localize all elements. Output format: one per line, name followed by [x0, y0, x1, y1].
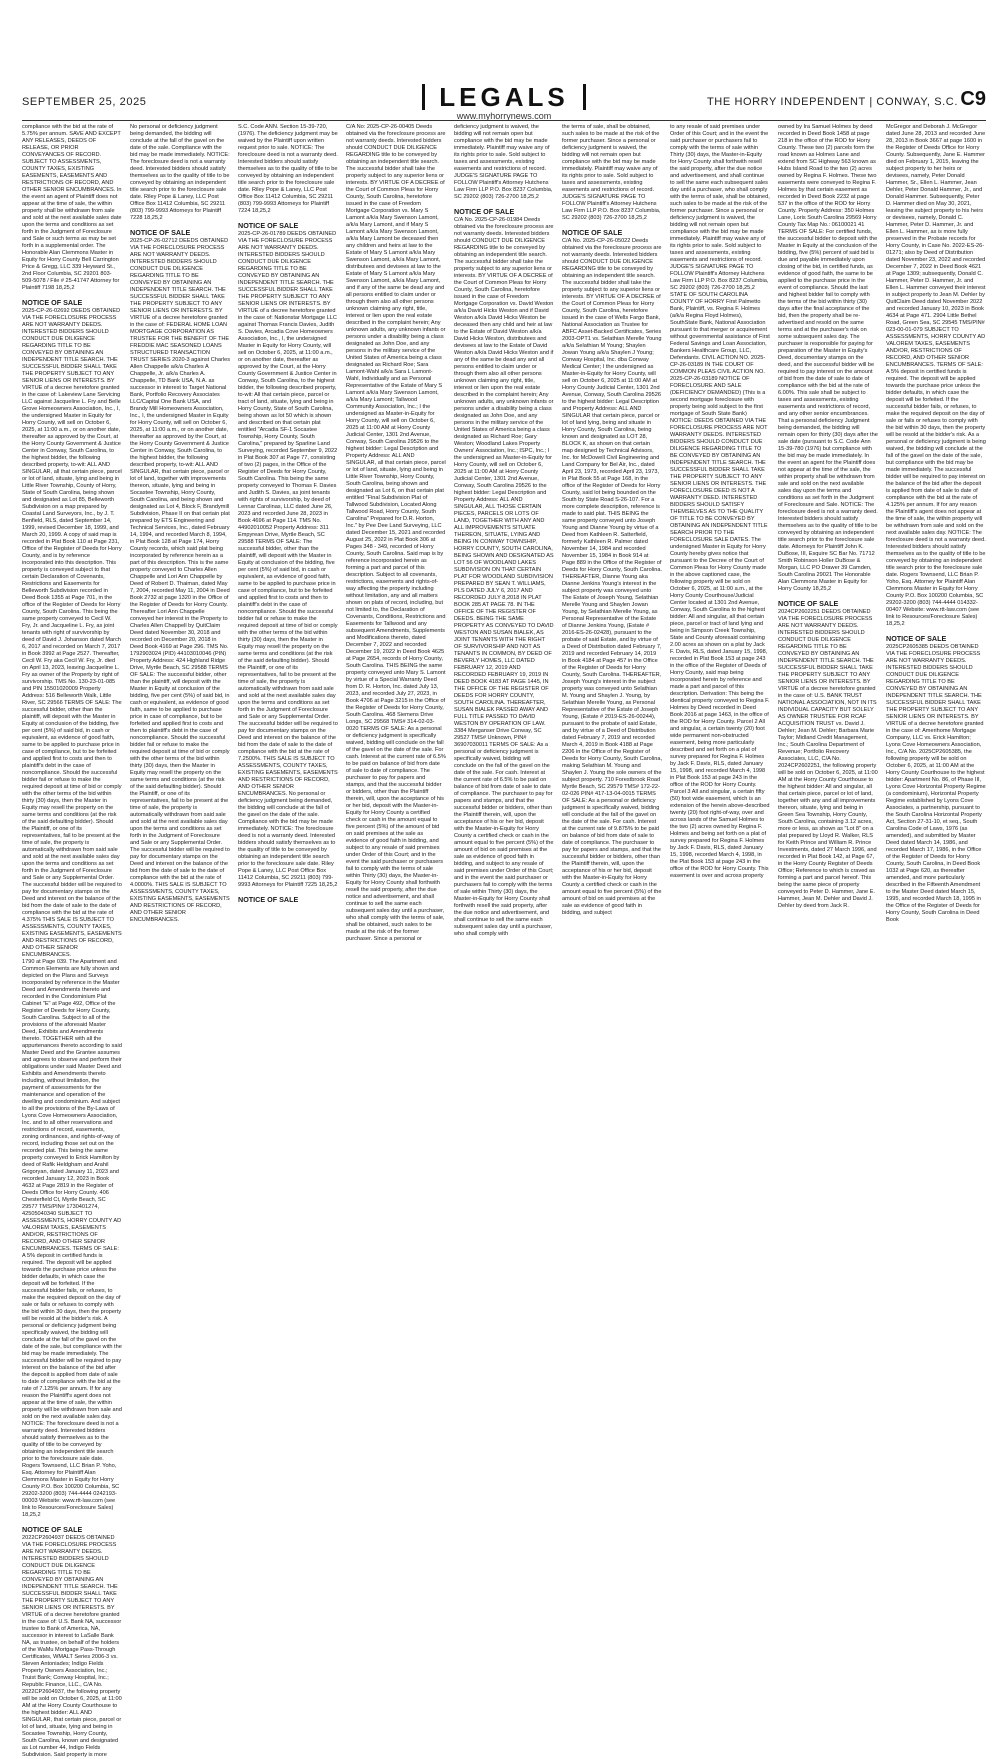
column-10: [22, 959, 122, 1759]
column-2: [130, 124, 230, 959]
notice-heading: NOTICE OF SALE: [238, 221, 299, 230]
issue-date: SEPTEMBER 25, 2025: [22, 96, 147, 108]
notice-text: compliance with the bid at the rate of 5.75% per annum. SAVE AND EXCEPT ANY RELEASES, DEEDS OF RELEASE, OR PRIOR CONVEYANCES OF RECORD. SUBJECT TO ASSESSMENTS, COUNTY TAXES, EXISTING EASEMENTS, EASEMENTS AND RESTRICTIONS OF RECORD, AND OTHER SENIOR ENCUMBRANCES. In the event an agent of Plaintiff does not appear at the time of sale, the within property shall be withdrawn from sale and sold at the next available sales date upon the terms and conditions as set forth in the Judgment of Foreclosure and Sale or such terms as may be set forth in a supplemental order. The Honorable Alan Clemmons Master in Equity for Horry County Bell Carrington Price & Gregg, LLC 339 Heyward St., 2nd Floor Columbia, SC 29201 803-509-5078 / File # 25-41747 Attorney for Plaintiff 7198 18,25,2: [22, 124, 124, 291]
notice-heading: NOTICE OF SALE: [454, 207, 515, 216]
notice-text: No personal or deficiency judgment being demanded, the bidding will conclude at the fall of the gavel on the date of the sale. Compliance with the bid may be made immediately. NOTICE: The foreclosure deed is not a warranty deed. Interested bidders should satisfy themselves as to the quality of title to be conveyed by obtaining an independent title search prior to the foreclosure sale date. Riley Pope & Laney, LLC Post Office Box 11412 Columbia, SC 29211 (803) 799-9993 Attorneys for Plaintiff 7228 18,25,2: [130, 124, 232, 221]
paper-name: THE HORRY INDEPENDENT | CONWAY, S.C.: [706, 96, 958, 108]
notice-text: C/A No: 2025-CP-26-00405 Deeds obtained via the foreclosure process are not warranty deeds. Interested bidders should CONDUCT DUE DILIGENCE REGARDING title to be conveyed by obtaining an independent title search. The successful bidder shall take the property subject to any superior liens or interests. BY VIRTUE OF A DECREE of the Court of Common Pleas for Horry County, South Carolina, heretofore issued in the case of Freedom Mortgage Corporation vs. Mary S Lamont a/k/a Mary Swenson Lamont, a/k/a Mary Lamont, and if Mary S Lamont a/k/a Mary Swenson Lamont, a/k/a Mary Lamont be deceased then any children and heirs at law to the Estate of Mary S Lamont a/k/a Mary Swenson Lamont, a/k/a Mary Lamont, distributees and devisees at law to the Estate of Mary S Lamont a/k/a Mary Swenson Lamont, a/k/a Mary Lamont, and if any of the same be dead any and all persons entitled to claim under or through them also all other persons unknown claiming any right, title, interest or lien upon the real estate described in the complaint herein; Any unknown adults, any unknown infants or persons under a disability being a class designated as John Doe, and any persons in the military service of the United States of America being a class designated as Richard Roe; Sara Lamont-Wahl a/k/a Sara L Lamont-Wahl, Individually and as Personal Representative of the Estate of Mary S Lamont a/k/a Mary Swenson Lamont, a/k/a Mary Lamont; Tallwood Community Association, Inc.; I the undersigned as Master-in-Equity for Horry County, will sell on October 6, 2025 at 11:00 AM at Horry County Judicial Center, 1301 2nd Avenue, Conway, South Carolina 29526 to the highest bidder: Legal Description and Property Address: ALL AND SINGULAR, all that certain piece, parcel or lot of land, situate, lying and being in Little River Township, Horry County, South Carolina, being shown and designated as Lot 6, on that certain plat entitled "Final Subdivision Plat of Tallwood Subdivision, Located Along Tallwood Road, Horry County, South Carolina" Prepared for D.R. Horton, Inc." by Pee Dee Land Surveying, LLC dated December 15, 2021 and recorded August 25, 2022 in Plat Book 306 at Pages 348 - 349, recorded of Horry County, South Carolina. Said map is by reference incorporated herein as forming a part and parcel of this description. Subject to all covenants, restrictions, easements and rights-of-way affecting the property including without limitation, any and all matters shown on plats of record, including, but not limited to, the Declaration of Covenants, Conditions, Restrictions and Easements for Tallwood and any subsequent Amendments, Supplements and Modifications thereto, dated December 7, 2022 and recorded December 19, 2022 in Deed Book 4625 at Page 2654, records of Horry County, South Carolina. THIS BEING the same property conveyed unto Mary S. Lamont by virtue of a Special Warranty Deed from D. R. Horton, Inc. dated July 13, 2023, and recorded July 27, 2023, in Book 4706 at Page 3215 in the Office of the Register of Deeds for Horry County, South Carolina. 468 Siemens Drive Longs, SC 29568 TMS# 314-02-03-0020 TERMS OF SALE: As a personal or deficiency judgment is specifically waived, bidding will conclude on the fall of the gavel on the date of the sale. For cash. Interest at the current rate of 6.5% to be paid on balance of bid from date of sale to date of compliance. The purchaser to pay for papers and stamps, and that the successful bidder or bidders, other than the Plaintiff therein, will, upon the acceptance of his or her bid, deposit with the Master-in-Equity for Horry County a certified check or cash in the amount equal to five percent (5%) of the amount of bid on said premises at the sale as evidence of good faith in bidding, and subject to any resale of said premises under Order of this Court; and in the event the said purchaser or purchasers fail to comply with the terms of sale within Thirty (30) days, the Master-in-Equity for Horry County shall forthwith resell the said property, after the due notice and advertisement, and shall continue to sell the same each subsequent sales day until a purchaser, who shall comply with the terms of sale, shall be obtained, such sales to be made at the risk of the former purchaser. Since a personal or: [346, 124, 448, 942]
notice-heading: NOTICE OF SALE: [562, 228, 623, 237]
notice-heading: NOTICE OF SALE: [886, 634, 947, 643]
column-9: [886, 124, 986, 959]
column-1: [22, 124, 122, 959]
notice-text: 2025-CP-26-02692 DEEDS OBTAINED VIA THE FORECLOSURE PROCESS ARE NOT WARRANTY DEEDS. INTERESTED BIDDERS SHOULD CONDUCT DUE DILIGENCE REGARDING TITLE TO BE CONVEYED BY OBTAINING AN INDEPENDENT TITLE SEARCH. THE SUCCESSFUL BIDDER SHALL TAKE THE PROPERTY SUBJECT TO ANY SENIOR LIENS OR INTERESTS. BY VIRTUE of a decree heretofore granted in the case of: Lakeview Lane Servicing LLC against Jacqueline L. Fry and Belle Grove Homeowners Association, Inc., I, the undersigned Master in Equity for Horry County, will sell on October 6, 2025, at 11:00 a.m., or on another date, thereafter as approved by the Court, at the Horry County Government & Justice Center in Conway, South Carolina, to the highest bidder, the following described property, to-wit: ALL AND SINGULAR, all that certain piece, parcel or lot of land, situate, lying and being in Little River Township, County of Horry, State of South Carolina, being shown and designated as Lot 85, Belleworth Subdivision on a map prepared by Coastal Land Surveyors, Inc., by J. T. Benfield, RLS, dated September 14, 1999, revised December 18, 1999, and March 20, 1999. A copy of said map is recorded in Plat Book 110 at Page 231, Office of the Register of Deeds for Horry County, and is by reference incorporated into this description. This property is conveyed subject to that certain Declaration of Covenants, Restrictions and Easements for Belleworth Subdivision recorded in Deed Book 1355 at Page 701, in the office of the Register of Deeds for Horry County, South Carolina. This being the same property conveyed to Cecil W. Fry, Jr. and Jacqueline L. Fry, as joint tenants with right of survivorship by deed of David J. Johanson dated March 6, 2017 and recorded on March 7, 2017 in Book 3992 at Page 2527. Thereafter, Cecil W. Fry aka Cecil W. Fry, Jr. died on April 13, 2023, leaving Jacqueline L. Fry as owner of the Property by right of survivorship. TMS No. 130-23-01-085 and PIN 15501020009 Property Address: 516 Belleworth Walk, Little River, SC 29566 TERMS OF SALE: The successful bidder, other than the plaintiff, will deposit with the Master in Equity at conclusion of the bidding, five per cent (5%) of said bid, in cash or equivalent, as evidence of good faith, same to be applied to purchase price in case of compliance, but to be forfeited and applied first to costs and then to plaintiff's debt in the case of noncompliance. Should the successful bidder fail or refuse to make the required deposit at time of bid or comply with the other terms of the bid within thirty (30) days, then the Master in Equity may resell the property on the same terms and conditions (at the risk of the said defaulting bidder). Should the Plaintiff, or one of its representatives, fail to be present at the time of sale, the property is automatically withdrawn from said sale and sold at the next available sales day upon the terms and conditions as set forth in the Judgment of Foreclosure and Sale or any Supplemental Order. The successful bidder will be required to pay for documentary stamps on the Deed and interest on the balance of the bid from the date of sale to the date of compliance with the bid at the rate of 4.375% THIS SALE IS SUBJECT TO ASSESSMENTS, COUNTY TAXES, EXISTING EASEMENTS, EASEMENTS AND RESTRICTIONS OF RECORD, AND OTHER SENIOR ENCUMBRANCES.: [22, 308, 124, 958]
notice-heading: NOTICE OF SALE: [22, 1525, 83, 1534]
notice-text: the terms of sale, shall be obtained, such sales to be made at the risk of the former purchaser. Since a personal or deficiency judgment is waived, the bidding will not remain open but compliance with the bid may be made immediately. Plaintiff may waive any of its rights prior to sale. Sold subject to taxes and assessments, existing easements and restrictions of record. JUDGE'S SIGNATURE PAGE TO FOLLOW Plaintiff's Attorney Hutchens Law Firm LLP P.O. Box 8237 Columbia, SC 29202 (803) 726-2700 18,25,2: [562, 124, 662, 221]
notice-text: 2025-CP-26-01789 DEEDS OBTAINED VIA THE FORECLOSURE PROCESS ARE NOT WARRANTY DEEDS. INTERESTED BIDDERS SHOULD CONDUCT DUE DILIGENCE REGARDING TITLE TO BE CONVEYED BY OBTAINING AN INDEPENDENT TITLE SEARCH. THE SUCCESSFUL BIDDER SHALL TAKE THE PROPERTY SUBJECT TO ANY SENIOR LIENS OR INTERESTS. BY VIRTUE of a decree heretofore granted in the case of: Nationstar Mortgage LLC against Thomas Francis Davies, Judith S. Davies, Arcadia Cove Homeowners Association, Inc., I, the undersigned Master in Equity for Horry County, will sell on October 6, 2025, at 11:00 a.m., or on another date, thereafter as approved by the Court, at the Horry County Government & Justice Center in Conway, South Carolina, to the highest bidder, the following described property, to-wit: All that certain piece, parcel or tract of land, situate, lying and being in Horry County, State of South Carolina, being shown as lot 50 which is shown and described on that certain plat entitled "Arcadia SF-1 Socastee Township, Horry County, South Carolina," prepared by Sparline Land Surveying, recorded September 9, 2022 in Plat Book 307 at Page 77, consisting of two (2) pages, in the Office of the Register of Deeds for Horry County, South Carolina. This being the same property conveyed to Thomas F. Davies and Judith S. Davies, as joint tenants with rights of survivorship, by deed of Lennar Carolinas, LLC dated June 26, 2023 and recorded June 28, 2023 in Book 4696 at Page 114. TMS No. 44902010052 Property Address: 311 Empyrean Drive, Myrtle Beach, SC 29588 TERMS OF SALE: The successful bidder, other than the plaintiff, will deposit with the Master in Equity at conclusion of the bidding, five per cent (5%) of said bid, in cash or equivalent, as evidence of good faith, same to be applied to purchase price in case of compliance, but to be forfeited and applied first to costs and then to plaintiff's debt in the case of noncompliance. Should the successful bidder fail or refuse to make the required deposit at time of bid or comply with the other terms of the bid within thirty (30) days, then the Master in Equity may resell the property on the same terms and conditions (at the risk of the said defaulting bidder). Should the Plaintiff, or one of its representatives, fail to be present at the time of sale, the property is automatically withdrawn from said sale and sold at the next available sales day upon the terms and conditions as set forth in the Judgment of Foreclosure and Sale or any Supplemental Order. The successful bidder will be required to pay for documentary stamps on the Deed and interest on the balance of the bid from the date of sale to the date of compliance with the bid at the rate of 7.2500%. THIS SALE IS SUBJECT TO ASSESSMENTS, COUNTY TAXES, EXISTING EASEMENTS, EASEMENTS AND RESTRICTIONS OF RECORD, AND OTHER SENIOR ENCUMBRANCES. No personal or deficiency judgment being demanded, the bidding will conclude at the fall of the gavel on the date of the sale. Compliance with the bid may be made immediately. NOTICE: The foreclosure deed is not a warranty deed. Interested bidders should satisfy themselves as to the quality of title to be conveyed by obtaining an independent title search prior to the foreclosure sale date. Riley Pope & Laney, LLC Post Office Box 11412 Columbia, SC 29211 (803) 799-9993 Attorneys for Plaintiff 7225 18,25,2: [238, 231, 340, 888]
notice-text: STATE OF SOUTH CAROLINA COUNTY OF HORRY First Palmetto Bank, Plaintiff, vs. Regina F. Holmes (a/k/a Regina Floyd Holmes), SouthState Bank, National Association pursuant to that merger or acquirement without governmental assistance of First Federal Savings and Loan Association, Bankers Healthcare Group, LLC, Defendants. CIVIL ACTION NO. 2025-CP-26-03189 IN THE COURT OF COMMON PLEAS CIVIL ACTION NO. 2025-CP-26-03189 NOTICE OF FORECLOSURE AND SALE (DEFICIENCY DEMANDED) (This is a second mortgage foreclosure with property being sold subject to the first mortgage of South State Bank) NOTICE: DEEDS OBTAINED VIA THE FORECLOSURE PROCESS ARE NOT WARRANTY DEEDS. INTERESTED BIDDERS SHOULD CONDUCT DUE DILIGENCE REGARDING TITLE TO BE CONVEYED BY OBTAINING AN INDEPENDENT TITLE SEARCH. THE SUCCESSFUL BIDDER SHALL TAKE THE PROPERTY SUBJECT TO ANY SENIOR LIENS OR INTERESTS. THE FORECLOSURE DEED IS NOT A WARRANTY DEED. INTERESTED BIDDERS SHOULD SATISFY THEMSELVES AS TO THE QUALITY OF TITLE TO BE CONVEYED BY OBTAINING AN INDEPENDENT TITLE SEARCH PRIOR TO THE FORECLOSURE SALE DATES. The undersigned Master in Equity for Horry County hereby gives notice that pursuant to the Decree of the Court of Common Pleas for Horry County made in the above captioned case, the following property will be sold on October 6, 2025, at 11:00 a.m., at the Horry County Courthouse/Judicial Center located at 1301 2nd Avenue, Conway, South Carolina to the highest bidder: All and singular, all that certain piece, parcel or tract of land lying and being in Simpson Creek Township, State and County aforesaid containing 2.00 acres as shown on a plat by Jack F. Davis, RLS, dated January 15, 1998, recorded in Plat Book 153 at page 243 in the office of the Register of Deeds of Horry County, said map being incorporated herein by reference and made a part and parcel of this description. Derivation: This being the identical property conveyed to Regina F. Holmes by Deed recorded in Deed Book 2016 at page 1463, in the office of the ROD for Horry County. Parcel 2 All and singular, a certain twenty (20) foot wide permanent non-obstructed easement, being more particularly described and set forth on a plat of survey prepared for Regina F. Holmes by Jack F. Davis, RLS, dated January 15, 1998, and recorded March 4, 1998 in Plat Book 153 at page 243 in the office of the ROD for Horry County. Parcel 3 All and singular, a certain fifty (50) foot wide easement, which is an extension of the herein above-described twenty (20) foot right-of-way, over and across lands of the Samuel Holmes to the two (2) acres owned by Regina F. Holmes and being set forth on a plat of survey prepared for Regina F. Holmes by Jack F. Davis, RLS, dated January 15, 1998, recorded March 4, 1998, in the Plat Book 153 at page 243 in the office of the ROD for Horry County. This easement is over and across property: [670, 292, 772, 879]
masthead: [22, 84, 986, 120]
column-7: [670, 124, 770, 959]
header-rule: [22, 120, 986, 121]
section-title: LEGALS: [422, 84, 585, 110]
notice-heading: NOTICE OF SALE: [22, 298, 83, 307]
notice-heading: NOTICE OF SALE: [130, 228, 191, 237]
notice-text: 2025CP2605385 DEEDS OBTAINED VIA THE FORECLOSURE PROCESS ARE NOT WARRANTY DEEDS. INTERESTED BIDDERS SHOULD CONDUCT DUE DILIGENCE REGARDING TITLE TO BE CONVEYED BY OBTAINING AN INDEPENDENT TITLE SEARCH. THE SUCCESSFUL BIDDER SHALL TAKE THE PROPERTY SUBJECT TO ANY SENIOR LIENS OR INTERESTS. BY VIRTUE of a decree heretofore granted in the case of: Amerihome Mortgage Company, LLC vs. Erick Hamilton; Lyons Cove Homeowners Association, Inc., C/A No. 2025CP2605385, the following property will be sold on October 6, 2025, at 11:00 AM at the Horry County Courthouse to the highest bidder: Apartment No. 86, of Phase III, Lyons Cove Horizontal Property Regime (a condominium), Horizontal Property Regime established by Lyons Cove Associates, a partnership, pursuant to the South Carolina Horizontal Property Act, Section 27-31-10, et seq., South Carolina Code of Laws, 1976 (as amended), and submitted by Master Deed dated March 14, 1986, and recorded March 17, 1986, in the Office of the Register of Deeds for Horry County, South Carolina, in Deed Book 1032 at Page 620, as thereafter amended, and more particularly described in the Fifteenth Amendment to the Master Deed dated March 15, 1995, and recorded March 18, 1995 in the Office of the Register of Deeds for Horry County, South Carolina in Deed Book: [886, 644, 988, 923]
notice-text: 2024CP2602251 DEEDS OBTAINED VIA THE FORECLOSURE PROCESS ARE NOT WARRANTY DEEDS. INTERESTED BIDDERS SHOULD CONDUCT DUE DILIGENCE REGARDING TITLE TO BE CONVEYED BY OBTAINING AN INDEPENDENT TITLE SEARCH. THE SUCCESSFUL BIDDER SHALL TAKE THE PROPERTY SUBJECT TO ANY SENIOR LIENS OR INTERESTS. BY VIRTUE of a decree heretofore granted in the case of: U.S. BANK TRUST NATIONAL ASSOCIATION, NOT IN ITS INDIVIDUAL CAPACITY BUT SOLELY AS OWNER TRUSTEE FOR RCAF ACQUISITION TRUST vs. David J. Dehler; Jean M. Dehler; Barbara Marie Taylor; Midland Credit Management, Inc.; South Carolina Department of Revenue; Portfolio Recovery Associates, LLC, C/A No. 2024CP2602251, the following property will be sold on October 6, 2025, at 11:00 AM at the Horry County Courthouse to the highest bidder: All and singular, all that certain piece, parcel or lot of land, together with any and all improvements thereon, situate, lying and being in Green Sea Township, Horry County, South Carolina, containing 3.12 acres, more or less, as shown as "Lot 8" on a plat prepared by Lloyd R. Walker, RLS for Keith Prince and William R. Prince Investments, dated 27 March 1996, and recorded in Plat Book 142, at Page 67, in the Horry County Register of Deeds Office; Reference to which is craved as forming a part and parcel hereof. This being the same piece of property conveyed to Peter D. Hammer, Jane E. Hammer, Jean M. Dehler and David J. Dehler by deed from Jack R.: [778, 609, 879, 909]
column-8: [778, 124, 878, 959]
website-url[interactable]: www.myhorrynews.com: [456, 111, 552, 121]
notice-heading: NOTICE OF SALE: [778, 599, 839, 608]
column-5: [454, 124, 554, 959]
column-6: [562, 124, 662, 959]
column-4: [346, 124, 446, 959]
column-3: [238, 124, 338, 959]
notice-text: owned by Ira Samuel Holmes by deed recorded in Deed Book 1458 at page 218 in the office of the ROD for Horry County. These two (2) parcels form the road known as Holmes Lane and extend from SC Highway 563 known as Hubs Island Road to the two (2) acres owned by Regina F. Holmes. These two easements were conveyed to Regina F. Holmes by that certain easement as recorded in Deed Book 2232 at page 537 in the office of the ROD for Horry County. Property Address: 350 Holmes Lane, Loris South Carolina 29569 Horry County Tax Map No.: 06100021 41 TERMS OF SALE: For certified funds, the successful bidder to deposit with the Master in Equity at the conclusion of the bidding, five (5%) percent of said bid is due and payable immediately upon closing of the bid, in certified funds, as evidence of good faith, the same to be applied to the purchase price in the event of compliance. Should the last and highest bidder fail to comply with the terms of the bid within thirty (30) days after the final acceptance of the bid, then the property shall be re-advertised and resold on the same terms and at the purchaser's risk on some subsequent sales day. The purchaser is responsible for paying for preparation of the Master in Equity's Deed, documentary stamps on the deed, and the successful bidder will be required to pay interest on the amount of bid from the date of sale to date of compliance with the bid at the rate of 6.00%. This sale shall be subject to taxes and assessments, existing easements and restrictions of record, and any other senior encumbrances. That a personal deficiency Judgment being demanded, the bidding will remain open for thirty (30) days after the sale date (pursuant to S.C. Code Ann 15-39-780 (1976) but compliance with the bid may be made immediately. In the event an agent for the Plaintiff does not appear at the time of the sale, the within property shall be withdrawn from sale and sold on the next available sales day upon the terms and conditions as set forth in the Judgment of Foreclosure and Sale. NOTICE: The foreclosure deed is not a warranty deed. Interested bidders should satisfy themselves as to the quality of title to be conveyed by obtaining an independent title search prior to the foreclosure sale date. Attorneys for Plaintiff John K. DuBose, III, Esquire SC Bar No. 71712 Smith Robinson Holler DuBose & Morgan, LLC PO Drawer 39 Camden, South Carolina 29021 The Honorable Alan Clemmons Master in Equity for Horry County 18,25,2: [778, 124, 880, 592]
notice-text: 1790 at Page 039. The Apartment and Common Elements are fully shown and depicted on the Plans and Surveys incorporated by reference in the Master Deed and Amendments thereto and recorded in the Condominium Plat Cabinet "E" at Page 492, Office of the Register of Deeds for Horry County, South Carolina. Subject to all of the provisions of the aforesaid Master Deed, Exhibits and Amendments thereto. TOGETHER with all the appurtenances thereto according to said Master Deed and the Grantee assumes and agrees to observe and perform their obligations under said Master Deed and Exhibits and Amendments thereto including, without limitation, the payment of assessments for the maintenance and operation of the dwelling and condominium. And subject to all the provisions of the By-Laws of Lyons Cove Homeowners Association, Inc. and to all other reservations and restrictions of record, easements, zoning ordinances, and rights-of-way of record, including those set out on the recorded plat. This being the same property conveyed to Erick Hamilton by deed of Rafik Heldgham and Arahil Grigoryan, dated January 11, 2023 and recorded January 12, 2023 in Book 4632 at Page 2819 in the Register of Deeds Office for Horry County. 406 Chesterfield Ct, Myrtle Beach, SC 29577 TMS/PIN# 1730401274, 42505040340 SUBJECT TO ASSESSMENTS, HORRY COUNTY AD VALOREM TAXES, EASEMENTS AND/OR, RESTRICTIONS OF RECORD, AND OTHER SENIOR ENCUMBRANCES. TERMS OF SALE: A 5% deposit in certified funds is required. The deposit will be applied towards the purchase price unless the bidder defaults, in which case the deposit will be forfeited. If the successful bidder fails, or refuses, to make the required deposit on the day of sale or fails or refuses to comply with the bid within 30 days, then the property will be resold at the bidder's risk. A personal or deficiency judgment being specifically waived, the bidding will conclude at the fall of the gavel on the date of the sale, but compliance with the bid may be made immediately. The successful bidder will be required to pay interest on the balance of the bid after the deposit is applied from date of sale to date of compliance with the bid at the rate of 7.125% per annum. If for any reason the Plaintiff's agent does not appear at the time of sale, the within property will be withdrawn from sale and sold on the next available sales day. NOTICE: The foreclosure deed is not a warranty deed. Interested bidders should satisfy themselves as to the quality of title to be conveyed by obtaining an independent title search prior to the foreclosure sale date. Rogers Townsend, LLC Brian P. Yoho, Esq. Attorney for Plaintiff Alan Clemmons Master in Equity for Horry County P.O. Box 100200 Columbia, SC 29202-3200 (803) 744-4444 0242193-00003 Website: www.rtt-law.com (see link to Resources/Foreclosure Sales) 18,25,2: [22, 959, 124, 1518]
page-number: C9: [960, 88, 986, 110]
notice-text: deficiency judgment is waived, the bidding will not remain open but compliance with the bid may be made immediately. Plaintiff may waive any of its rights prior to sale. Sold subject to taxes and assessments, existing easements and restrictions of record. JUDGE'S SIGNATURE PAGE TO FOLLOW Plaintiff's Attorney Hutchens Law Firm LLP P.O. Box 8237 Columbia, SC 29202 (803) 726-2700 18,25,2: [454, 124, 554, 200]
notice-text: C/A No. 2025-CP-26-01984 Deeds obtained via the foreclosure process are not warranty deeds. Interested bidders should CONDUCT DUE DILIGENCE REGARDING title to be conveyed by obtaining an independent title search. The successful bidder shall take the property subject to any superior liens or interests. BY VIRTUE OF A DECREE of the Court of Common Pleas for Horry County, South Carolina, heretofore issued in the case of Freedom Mortgage Corporation vs. David Weston a/k/a David Hicks Weston and if David Weston a/k/a David Hicks Weston be deceased then any child and heir at law to the Estate of David Weston a/k/a David Hicks Weston, distributees and devisees at law to the Estate of David Weston a/k/a David Hicks Weston and if any of the same be dead any and all persons entitled to claim under or through them also all other persons unknown claiming any right, title, interest or lien upon the real estate described in the complaint herein; Any unknown adults, any unknown infants or persons under a disability being a class designated as John Doe, and any persons in the military service of the United States of America being a class designated as Richard Roe; Gary Weston; Woodland Lakes Property Owners' Association, Inc.; ISPC, Inc.; I the undersigned as Master-in-Equity for Horry County, will sell on October 6, 2025 at 11:00 AM at Horry County Judicial Center, 1301 2nd Avenue, Conway, South Carolina 29526 to the highest bidder: Legal Description and Property Address: ALL AND SINGULAR, ALL THOSE CERTAIN PIECES, PARCELS OR LOTS OF LAND, TOGETHER WITH ANY AND ALL IMPROVEMENTS SITUATE THEREON, SITUATE, LYING AND BEING IN CONWAY TOWNSHIP, HORRY COUNTY, SOUTH CAROLINA, BEING SHOWN AND DESIGNATED AS LOT 56 OF WOODLAND LAKES SUBDIVISION ON THAT CERTAIN PLAT FOR WOODLAND SUBDIVISION PREPARED BY SEAN T. WILLIAMS, PLS DATED JULY 6, 2017 AND RECORDED JULY 8,2018 IN PLAT BOOK 285 AT PAGE 78. IN THE OFFICE OF THE REGISTER OF DEEDS. BEING THE SAME PROPERTY AS CONVEYED TO DAVID WESTON AND SUSAN BIALEK, AS JOINT TENANTS WITH THE RIGHT OF SURVIVORSHIP AND NOT AS TENANTS IN COMMON, BY DEED OF BEVERLY HOMES, LLC DATED FEBRUARY 12, 2019 AND RECORDED FEBRUARY 19, 2019 IN DEED BOOK 4183 AT PAGE 1445, IN THE OFFICE OF THE REGISTER OF DEEDS FOR HORRY COUNTY, SOUTH CAROLINA. THEREAFTER, SUSAN BIALEK PASSED AWAY AND FULL TITLE PASSED TO DAVID WESTON BY OPERATION OF LAW. 3384 Merganser Drive Conway, SC 29527 TMS# Unknown, PIN# 36907030011 TERMS OF SALE: As a personal or deficiency judgment is specifically waived, bidding will conclude on the fall of the gavel on the date of the sale. For cash. Interest at the current rate of 6.5% to be paid on balance of bid from date of sale to date of compliance. The purchaser to pay for papers and stamps, and that the successful bidder or bidders, other than the Plaintiff therein, will, upon the acceptance of his or her bid, deposit with the Master-in-Equity for Horry County a certified check or cash in the amount equal to five percent (5%) of the amount of bid on said premises at the sale as evidence of good faith in bidding, and subject to any resale of said premises under Order of this Court; and in the event the said purchaser or purchasers fail to comply with the terms of sale within Thirty (30) days, the Master-in-Equity for Horry County shall forthwith resell the said property, after the due notice and advertisement, and shall continue to sell the same each subsequent sales day until a purchaser, who shall comply with: [454, 217, 556, 937]
notice-text: C/A No. 2025-CP-26-05022 Deeds obtained via the foreclosure process are not warranty deeds. Interested bidders should CONDUCT DUE DILIGENCE REGARDING title to be conveyed by obtaining an independent title search. The successful bidder shall take the property subject to any superior liens or interests. BY VIRTUE OF A DECREE of the Court of Common Pleas for Horry County, South Carolina, heretofore issued in the case of Wells Fargo Bank, National Association as Trustee for ABFC Asset-Backed Certificates, Series 2003-OPT1 vs. Selathian Merelle Young a/k/a Selathian M Young; Shaylen Jowan Young a/k/a Shaylen J Young; Conway Hospital, Inc. dba Conway Medical Center; I the undersigned as Master-in-Equity for Horry County, will sell on October 6, 2025 at 11:00 AM at Horry County Judicial Center, 1301 2nd Avenue, Conway, South Carolina 29526 to the highest bidder: Legal Description and Property Address: ALL AND SINGULAR that certain piece, parcel or lot of land lying, being and situate in Horry County, South Carolina, being known and designated as LOT 28, BLOCK K, as shown on that certain map designed by Technical Advisors, Inc. for McDowell Civil Engineering and Land Company for Bel Air, Inc., dated April 23, 1973, recorded April 23, 1973, in Plat Book 55 at Page 168, in the office of the Register of Deeds for Horry County, said lot being bounded on the South by State Road S-26-107. For a more complete description, reference is made to said plat. THIS BEING the same property conveyed unto Joseph Young and Dianne Young by virtue of a Deed from Kathleen R. Satterfield, formerly Kathleen R. Palmer dated November 14, 1984 and recorded November 15, 1984 in Book 914 at Page 889 in the Office of the Register of Deeds for Horry County, South Carolina. THEREAFTER, Dianne Young aka Dianne Jenkins Young's interest in the subject property was conveyed unto The Estate of Joseph Young, Selathian Merelle Young and Shaylen Jowan Young, by Selathian Merelle Young, as Personal Representative of the Estate of Dianne Jenkins Young, (Estate # 2016-ES-26-02428), pursuant to the probate of said Estate, and by virtue of a Deed of Distribution dated February 7, 2019 and recorded February 14, 2019 in Book 4184 at Page 457 in the Office of the Register of Deeds for Horry County, South Carolina. THEREAFTER, Joseph Young's interest in the subject property was conveyed unto Selathian M. Young and Shaylen J. Young, by Selathian Merelle Young, as Personal Representative of the Estate of Joseph Young, (Estate # 2019-ES-26-00244), pursuant to the probate of said Estate, and by virtue of a Deed of Distribution dated February 7, 2019 and recorded March 4, 2019 in Book 4188 at Page 2206 in the Office of the Register of Deeds for Horry County, South Carolina, making Selathian M. Young and Shaylen J. Young the sole owners of the subject property. 710 Forestbrook Road Myrtle Beach, SC 29579 TMS# 172-22-02-026 PIN# 417-13-04-0015 TERMS OF SALE: As a personal or deficiency judgment is specifically waived, bidding will conclude at the fall of the gavel on the date of the sale. For cash. Interest at the current rate of 9.875% to be paid on balance of bid from date of sale to date of compliance. The purchaser to pay for papers and stamps, and that the successful bidder or bidders, other than the Plaintiff therein, will, upon the acceptance of his or her bid, deposit with the Master-in-Equity for Horry County a certified check or cash in the amount equal to five percent (5%) of the amount of bid on said premises at the sale as evidence of good faith in bidding, and subject: [562, 238, 664, 916]
legal-notices-columns: [22, 124, 988, 1758]
notice-text: 2022CP2604937 DEEDS OBTAINED VIA THE FORECLOSURE PROCESS ARE NOT WARRANTY DEEDS. INTERESTED BIDDERS SHOULD CONDUCT DUE DILIGENCE REGARDING TITLE TO BE CONVEYED BY OBTAINING AN INDEPENDENT TITLE SEARCH. THE SUCCESSFUL BIDDER SHALL TAKE THE PROPERTY SUBJECT TO ANY SENIOR LIENS OR INTERESTS. BY VIRTUE of a decree heretofore granted in the case of: U.S. Bank NA, successor trustee to Bank of America, NA, successor in interest to LaSalle Bank NA, as trustee, on behalf of the holders of the WaMu Mortgage Pass-Through Certificates, WMALT Series 2006-3 vs. Steven Antoniades; Indigo Fields Property Owners Association, Inc.; Truist Bank; Conway Hospital, Inc.; Republic Finance, LLC., C/A No. 2022CP2604937, the following property will be sold on October 6, 2025, at 11:00 AM at the Horry County Courthouse to the highest bidder: ALL AND SINGULAR, that certain piece, parcel or lot of land, situate, lying and being in Socastee Township, Horry County, South Carolina, known and designated as Lot number 44, Indigo Fields Subdivision. Said property is more: [22, 1535, 123, 1758]
notice-text: S.C. Code ANN. Section 15-39-720, (1976). The deficiency judgment may be waived by the Plaintiff upon written request prior to sale. NOTICE: The foreclosure deed is not a warranty deed. Interested bidders should satisfy themselves as to the quality of title to be conveyed by obtaining an independent title search prior to the foreclosure sale date. Riley Pope & Laney, LLC Post Office Box 11412 Columbia, SC 29211 (803) 799-9993 Attorneys for Plaintiff 7224 18,25,2: [238, 124, 340, 214]
notice-text: McGregor and Deborah J. McGregor dated June 28, 2013 and recorded June 28, 2013 in Book 3667 at page 1600 in the Register of Deeds Office for Horry County. Subsequently, Jane E. Hammer died on February 1, 2015, leaving the subject property to her heirs or devisees, namely, Peter Donald Hammer, Sr., Ellen L. Hammer, Jean Dehler, Peter Donald Hammer, Jr., and Donald Hammer. Subsequently, Peter D. Hammer died on May 30, 2021, leaving the subject property to his heirs or devisees, namely, Donald C. Hammer, Peter D. Hammer, Jr. and Ellen L. Hammer, as is more fully preserved in the Probate records for Horry County, in Case No. 2022-ES-26-01271; also by Deed of Distribution dated November 23, 2022 and recorded December 7, 2022 in Deed Book 4621 at Page 1309; subsequently, Donald C. Hammer, Peter D. Hammer, Jr. and Ellen L. Hammer conveyed their interest in subject property to Jean M. Dehler by QuitClaim Deed dated November 2022 and recorded January 10, 2023 in Book 4634 at Page 471. 2904 Little Bethel Road, Green Sea, SC 29545 TMS/PIN# 023-00-01-079 SUBJECT TO ASSESSMENTS, HORRY COUNTY AD VALOREM TAXES, EASEMENTS AND/OR, RESTRICTIONS OF RECORD, AND OTHER SENIOR ENCUMBRANCES. TERMS OF SALE: A 5% deposit in certified funds is required. The deposit will be applied towards the purchase price unless the bidder defaults, in which case the deposit will be forfeited. If the successful bidder fails, or refuses, to make the required deposit on the day of sale or fails or refuses to comply with the bid within 30 days, then the property will be resold at the bidder's risk. As a personal or deficiency judgment is being waived, the bidding will conclude at the fall of the gavel on the date of the sale, but compliance with the bid may be made immediately. The successful bidder will be required to pay interest on the balance of the bid after the deposit is applied from date of sale to date of compliance with the bid at the rate of 4.125% per annum. If for any reason the Plaintiff's agent does not appear at the time of sale, the within property will be withdrawn from sale and sold on the next available sales day. NOTICE: The foreclosure deed is not a warranty deed. Interested bidders should satisfy themselves as to the quality of title to be conveyed by obtaining an independent title search prior to the foreclosure sale date. Rogers Townsend, LLC Brian P. Yoho, Esq. Attorney for Plaintiff Alan Clemmons Master in Equity for Horry County P.O. Box 100200 Columbia, SC 29202-3200 (803) 744-4444 014332-00407 Website: www.rtt-law.com (see link to Resources/Foreclosure Sales) 18,25,2: [886, 124, 988, 627]
notice-heading: NOTICE OF SALE: [238, 895, 299, 904]
notice-text: to any resale of said premises under Order of this Court; and in the event the said purchaser or purchasers fail to comply with the terms of sale within Thirty (30) days, the Master-in-Equity for Horry County shall forthwith resell the said property, after the due notice and advertisement, and shall continue to sell the same each subsequent sales day until a purchaser, who shall comply with the terms of sale, shall be obtained, such sales to be made at the risk of the former purchaser. Since a personal or deficiency judgment is waived, the bidding will not remain open but compliance with the bid may be made immediately. Plaintiff may waive any of its rights prior to sale. Sold subject to taxes and assessments, existing easements and restrictions of record. JUDGE'S SIGNATURE PAGE TO FOLLOW Plaintiff's Attorney Hutchens Law Firm LLP P.O. Box 8237 Columbia, SC 29202 (803) 726-2700 18,25,2: [670, 124, 772, 291]
notice-text: 2025-CP-26-02712 DEEDS OBTAINED VIA THE FORECLOSURE PROCESS ARE NOT WARRANTY DEEDS. INTERESTED BIDDERS SHOULD CONDUCT DUE DILIGENCE REGARDING TITLE TO BE CONVEYED BY OBTAINING AN INDEPENDENT TITLE SEARCH. THE SUCCESSFUL BIDDER SHALL TAKE THE PROPERTY SUBJECT TO ANY SENIOR LIENS OR INTERESTS. BY VIRTUE of a decree heretofore granted in the case of: FEDERAL HOME LOAN MORTGAGE CORPORATION AS TRUSTEE FOR THE BENEFIT OF THE FREDDIE MAC SEASONED LOANS STRUCTURED TRANSACTION TRUST SERIES 2020-3 against Charles Allen Chappelle a/k/a Charles A Chappelle, Jr. a/k/a Charles A. Chappelle, TD Bank USA, N.A. as successor in interest to Target National Bank, Portfolio Recovery Associates LLC/Capital One Bank USA, and Brandy Mill Homeowners Association, Inc., I, the undersigned Master in Equity for Horry County, will sell on October 6, 2025, at 11:00 a.m., or on another date, thereafter as approved by the Court, at the Horry County Government & Justice Center in Conway, South Carolina, to the highest bidder, the following described property, to-wit: ALL AND SINGULAR, that certain piece, parcel or lot of land, together with improvements thereon, situate, lying and being in Socastee Township, Horry County, South Carolina, and being shown and designated as Lot 4, Block F, Brandymill Subdivision, Phase II on that certain plat prepared by ETS Engineering and Technical Services, Inc., dated February 14, 1994, and recorded March 8, 1994, in Plat Book 128 at Page 174, Horry County records, which said plat being incorporated by reference herein as a part of this description. This is the same property conveyed to Charles Allen Chappelle and Lori Ann Chappelle by Deed of Robert D. Thaiman, dated May 7, 2004, recorded May 11, 2004 in Deed Book 2732 at page 1320 in the Office of the Register of Deeds for Horry County. Thereafter Lori Ann Chappelle conveyed her interest in the Property to Charles Allen Chappell by QuitClaim Deed dated November 30, 2018 and recorded on December 20, 2018 in Deed Book 4169 at Page 296. TMS No. 1792903024 (PID) 44103010046 (PIN) Property Address: 424 Highland Ridge Drive, Myrtle Beach, SC 29588 TERMS OF SALE: The successful bidder, other than the plaintiff, will deposit with the Master in Equity at conclusion of the bidding, five per cent (5%) of said bid, in cash or equivalent, as evidence of good faith, same to be applied to purchase price in case of compliance, but to be forfeited and applied first to costs and then to plaintiff's debt in the case of noncompliance. Should the successful bidder fail or refuse to make the required deposit at time of bid or comply with the other terms of the bid within thirty (30) days, then the Master in Equity may resell the property on the same terms and conditions (at the risk of the said defaulting bidder). Should the Plaintiff, or one of its representatives, fail to be present at the time of sale, the property is automatically withdrawn from said sale and sold at the next available sales day upon the terms and conditions as set forth in the Judgment of Foreclosure and Sale or any Supplemental Order. The successful bidder will be required to pay for documentary stamps on the Deed and interest on the balance of the bid from the date of sale to the date of compliance with the bid at the rate of 4.0000%. THIS SALE IS SUBJECT TO ASSESSMENTS, COUNTY TAXES, EXISTING EASEMENTS, EASEMENTS AND RESTRICTIONS OF RECORD, AND OTHER SENIOR ENCUMBRANCES.: [130, 238, 232, 923]
